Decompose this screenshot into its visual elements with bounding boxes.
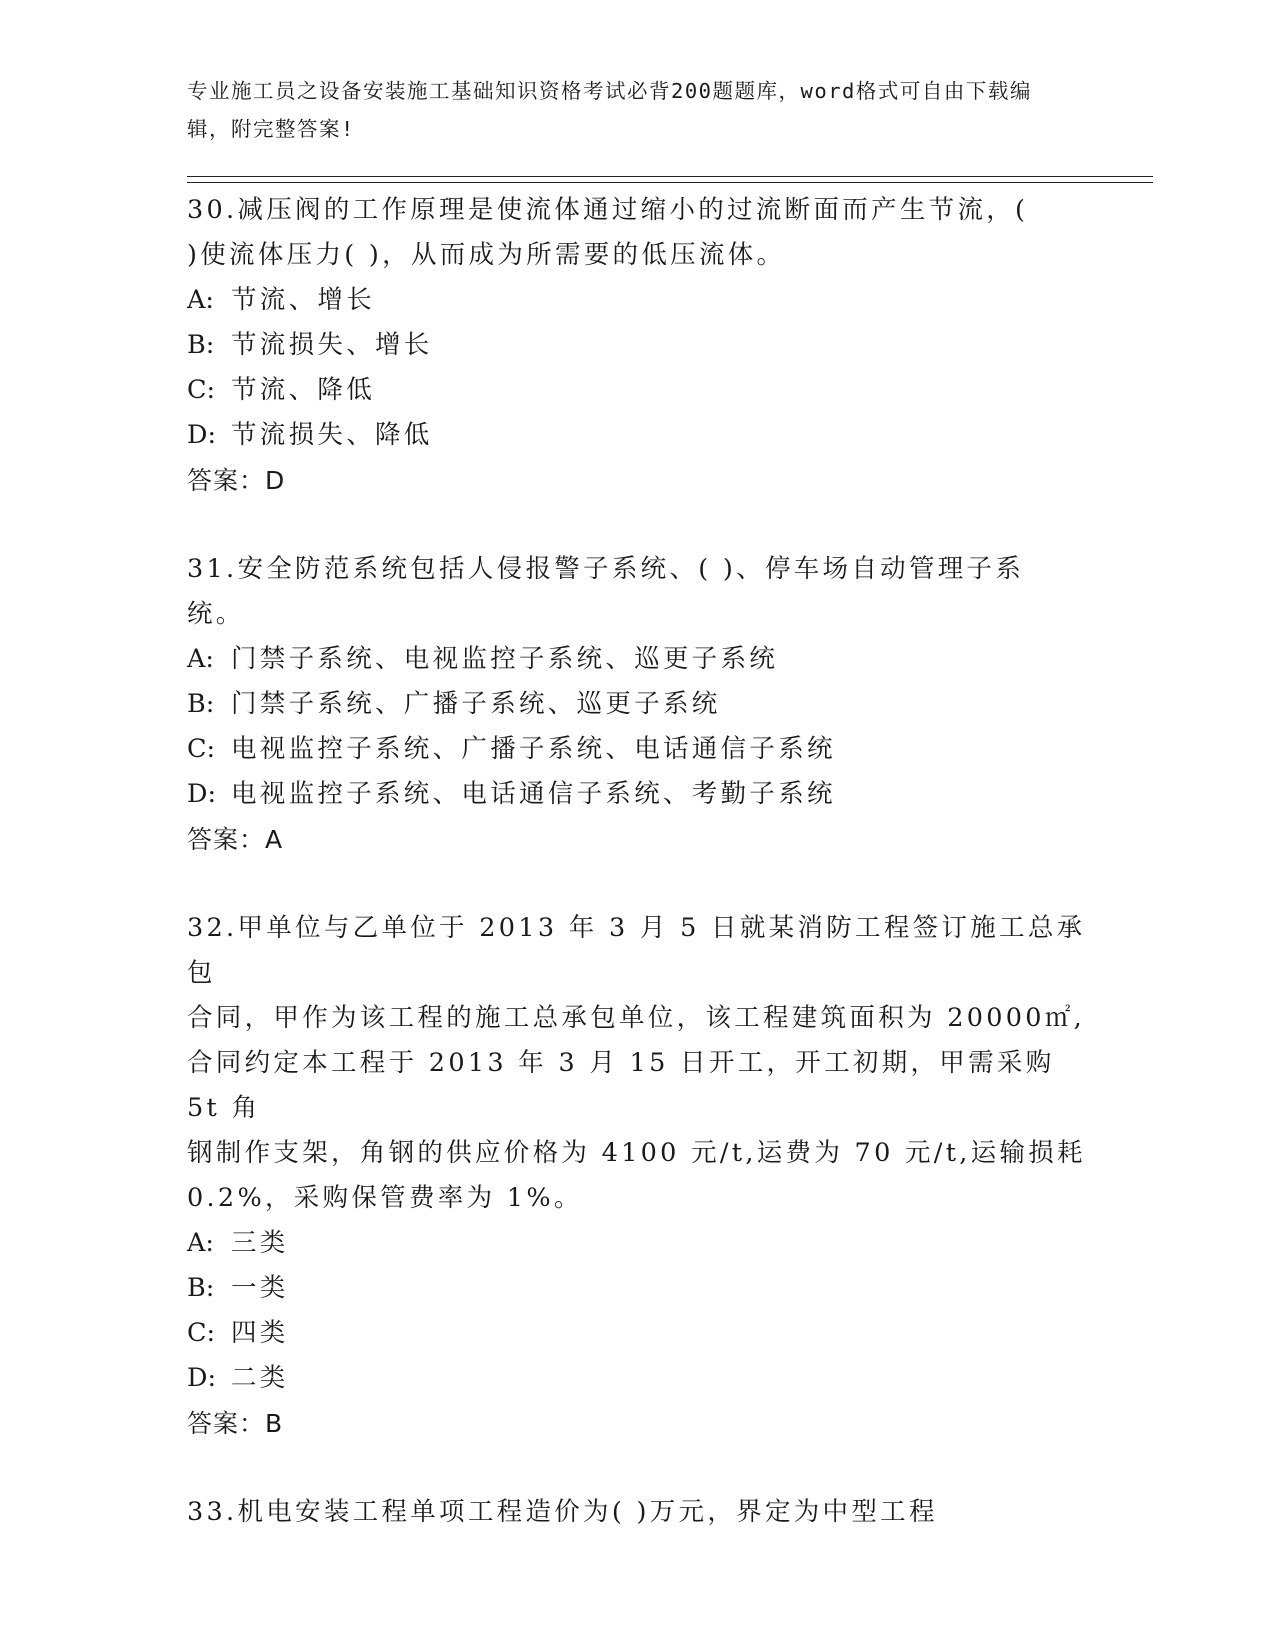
option-text: 节流、增长 xyxy=(231,285,376,315)
question-text: 30.减压阀的工作原理是使流体通过缩小的过流断面而产生节流，( )使流体压力( )，从而成为所需要的低压流体。 xyxy=(187,195,1029,270)
option-key: D: xyxy=(187,420,217,450)
question-31 xyxy=(187,547,1087,862)
option-c xyxy=(187,368,1087,413)
option-text: 节流、降低 xyxy=(231,375,376,405)
option-key: C: xyxy=(187,734,216,764)
option-key: C: xyxy=(187,1318,216,1348)
option-text: 二类 xyxy=(231,1363,289,1393)
option-key: B: xyxy=(187,689,215,719)
option-d xyxy=(187,772,1087,817)
option-b xyxy=(187,1266,1087,1311)
option-c xyxy=(187,1311,1087,1356)
option-a xyxy=(187,637,1087,682)
option-key: A: xyxy=(187,1228,215,1258)
question-30 xyxy=(187,188,1087,503)
question-text: 32.甲单位与乙单位于 2013 年 3 月 5 日就某消防工程签订施工总承包 合同，甲作为该工程的施工总承包单位，该工程建筑面积为 20000㎡, 合同约定本工程于 2013 年 3 月 15 日开工，开工初期，甲需采购5t 角 钢制作支架，角钢的供应价格为 4100 元/t,运费为 70 元/t,运输损耗 0.2%，采购保管费率为 1%。 xyxy=(187,913,1086,1213)
question-list xyxy=(187,188,1087,1579)
answer-label: 答案：A xyxy=(187,825,284,854)
option-key: B: xyxy=(187,330,215,360)
option-text: 门禁子系统、广播子系统、巡更子系统 xyxy=(231,689,721,719)
question-33 xyxy=(187,1490,1087,1535)
option-key: A: xyxy=(187,285,215,315)
option-key: C: xyxy=(187,375,216,405)
header-text: 专业施工员之设备安装施工基础知识资格考试必背200题题库，word格式可自由下载编辑，附完整答案! xyxy=(187,79,1032,141)
option-text: 一类 xyxy=(231,1273,289,1303)
option-text: 三类 xyxy=(231,1228,289,1258)
option-text: 节流损失、降低 xyxy=(231,420,433,450)
option-text: 节流损失、增长 xyxy=(231,330,433,360)
header-divider-bottom xyxy=(187,182,1153,183)
option-key: B: xyxy=(187,1273,215,1303)
option-text: 四类 xyxy=(231,1318,289,1348)
option-text: 电视监控子系统、电话通信子系统、考勤子系统 xyxy=(231,779,836,809)
question-32 xyxy=(187,906,1087,1446)
option-text: 门禁子系统、电视监控子系统、巡更子系统 xyxy=(231,644,779,674)
option-d xyxy=(187,413,1087,458)
answer-label: 答案：B xyxy=(187,1409,284,1438)
header-divider-top xyxy=(187,176,1153,177)
document-header xyxy=(187,72,1067,148)
option-a xyxy=(187,1221,1087,1266)
option-c xyxy=(187,727,1087,772)
option-b xyxy=(187,682,1087,727)
option-b xyxy=(187,323,1087,368)
option-key: D: xyxy=(187,779,217,809)
option-d xyxy=(187,1356,1087,1401)
option-a xyxy=(187,278,1087,323)
answer-label: 答案：D xyxy=(187,466,286,495)
question-text: 33.机电安装工程单项工程造价为( )万元，界定为中型工程 xyxy=(187,1497,938,1527)
option-key: D: xyxy=(187,1363,217,1393)
question-text: 31.安全防范系统包括人侵报警子系统、( )、停车场自动管理子系 统。 xyxy=(187,554,1025,629)
option-text: 电视监控子系统、广播子系统、电话通信子系统 xyxy=(231,734,836,764)
option-key: A: xyxy=(187,644,215,674)
